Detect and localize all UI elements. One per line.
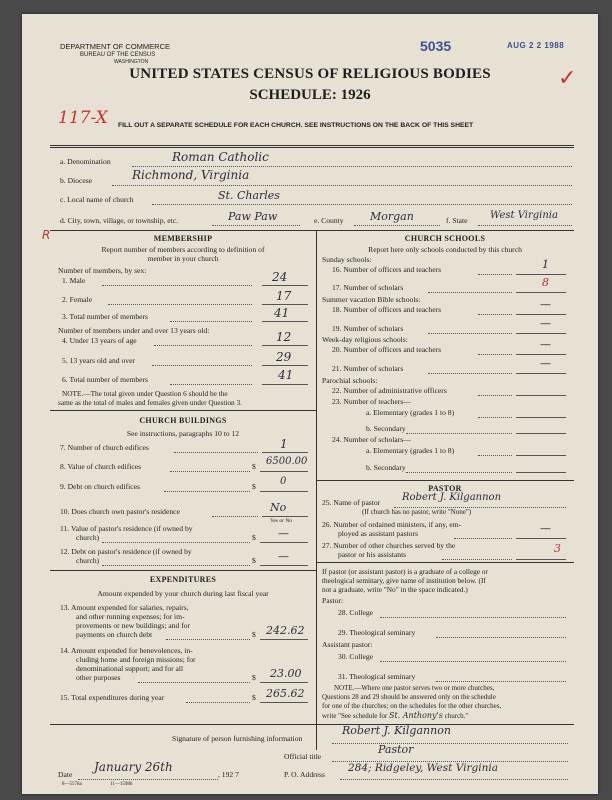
q24a-label: a. Elementary (grades 1 to 8) <box>366 446 455 455</box>
q14-label-a: 14. Amount expended for benevolences, in- <box>60 646 193 655</box>
stamp-date: AUG 2 2 1988 <box>507 41 565 50</box>
stamp-number: 5035 <box>420 38 452 54</box>
membership-heading: MEMBERSHIP <box>153 234 213 243</box>
yes-no-hint: Yes or No <box>270 518 293 524</box>
by-sex-label: Number of members, by sex: <box>58 266 147 275</box>
city-town-label: d. City, town, village, or township, etc. <box>60 216 179 225</box>
official-title-value: Pastor <box>378 743 414 756</box>
q1-label: 1. Male <box>62 276 86 285</box>
q10-label: 10. Does church own pastor's residence <box>60 507 180 516</box>
denomination-value: Roman Catholic <box>172 150 269 164</box>
note4-church-value: St. Anthony's <box>389 711 443 720</box>
local-name-value: St. Charles <box>218 189 280 202</box>
sunday-schools-label: Sunday schools: <box>322 255 372 264</box>
q14-label-d: other purposes <box>76 673 121 682</box>
q13-label-c: provements or new buildings; and for <box>76 621 191 630</box>
q4-answer: 12 <box>276 330 292 344</box>
q23a-label: a. Elementary (grades 1 to 8) <box>366 408 455 417</box>
diocese-value: Richmond, Virginia <box>132 168 250 182</box>
signature-label: Signature of person furnishing information <box>172 734 303 743</box>
q16-label: 16. Number of officers and teachers <box>332 265 442 274</box>
pastor-sub-label: Pastor: <box>322 596 344 605</box>
dollar-sign: $ <box>252 556 256 565</box>
form-number: 8—5578a <box>62 782 82 787</box>
q23b-label: b. Secondary <box>366 424 406 433</box>
summer-schools-label: Summer vacation Bible schools: <box>322 295 421 304</box>
q25-note: (If church has no pastor, write "None") <box>362 508 472 516</box>
county-value: Morgan <box>370 210 414 223</box>
q19-label: 19. Number of scholars <box>332 324 404 333</box>
q22-label: 22. Number of administrative officers <box>332 386 447 395</box>
q15-label: 15. Total expenditures during year <box>60 693 165 702</box>
red-r-mark: R <box>42 228 51 242</box>
q15-answer: 265.62 <box>266 687 305 700</box>
membership-note-2: same as the total of males and females given under Question 3. <box>58 398 242 407</box>
q18-answer: — <box>540 298 551 311</box>
q29-label: 29. Theological seminary <box>338 628 416 637</box>
q20-label: 20. Number of officers and teachers <box>332 345 442 354</box>
signature-value: Robert J. Kilgannon <box>342 724 451 737</box>
q11-label-b: church) <box>76 533 100 542</box>
parochial-schools-label: Parochial schools: <box>322 376 378 385</box>
q13-label-a: 13. Amount expended for salaries, repairs, <box>60 603 189 612</box>
q26-label-b: ployed as assistant pastors <box>338 529 418 538</box>
diocese-label: b. Diocese <box>60 176 93 185</box>
bureau-label: BUREAU OF THE CENSUS <box>80 52 156 58</box>
county-label: e. County <box>314 216 344 225</box>
q7-label: 7. Number of church edifices <box>60 443 149 452</box>
pastor-note-4 <box>322 711 468 720</box>
schools-intro: Report here only schools conducted by this church <box>368 245 522 254</box>
q9-label: 9. Debt on church edifices <box>60 482 140 491</box>
q14-answer: 23.00 <box>270 667 302 680</box>
membership-note-1: NOTE.—The total given under Question 6 should be the <box>62 389 228 398</box>
dollar-sign: $ <box>252 693 256 702</box>
document-title: UNITED STATES CENSUS OF RELIGIOUS BODIES <box>129 66 491 82</box>
q21-answer: — <box>540 357 551 370</box>
q12-label-b: church) <box>76 556 100 565</box>
q2-answer: 17 <box>276 289 292 303</box>
grad-note-1: If pastor (or assistant pastor) is a graduate of a college or <box>322 567 488 576</box>
q27-label-a: 27. Number of other churches served by the <box>322 541 456 550</box>
q3-answer: 41 <box>274 306 290 320</box>
q23-label: 23. Number of teachers— <box>332 397 411 406</box>
q1-answer: 24 <box>272 270 288 284</box>
q6-label: 6. Total number of members <box>62 375 149 384</box>
q17-label: 17. Number of scholars <box>332 283 404 292</box>
schedule-title: SCHEDULE: 1926 <box>249 87 371 103</box>
q16-answer: 1 <box>542 258 549 271</box>
state-value: West Virginia <box>490 210 558 221</box>
year-value: , 192 7 <box>218 770 239 779</box>
buildings-heading: CHURCH BUILDINGS <box>139 416 227 425</box>
local-name-label: c. Local name of church <box>60 195 134 204</box>
q25-answer: Robert J. Kilgannon <box>402 492 502 503</box>
pastor-heading: PASTOR <box>428 484 462 493</box>
q14-label-c: denominational support; and for all <box>76 664 184 673</box>
q24-label: 24. Number of scholars— <box>332 435 411 444</box>
q7-answer: 1 <box>280 437 288 451</box>
city-value: Paw Paw <box>228 210 278 223</box>
grad-note-2: theological seminary, give name of institution below. (If <box>322 576 486 585</box>
q28-label: 28. College <box>338 608 374 617</box>
red-handwritten-code: 117-X <box>58 108 108 128</box>
dollar-sign: $ <box>252 533 256 542</box>
denomination-label: a. Denomination <box>60 157 111 166</box>
buildings-see-note: See instructions, paragraphs 10 to 12 <box>126 429 240 438</box>
schools-heading: CHURCH SCHOOLS <box>404 234 486 243</box>
census-schedule-document <box>22 14 598 794</box>
expenditures-heading: EXPENDITURES <box>149 575 217 584</box>
department-label: DEPARTMENT OF COMMERCE <box>60 42 171 51</box>
q14-label-b: cluding home and foreign missions; for <box>76 655 196 664</box>
q5-answer: 29 <box>276 350 292 364</box>
q12-answer: — <box>278 550 289 563</box>
membership-intro-1: Report number of members according to definition of <box>101 245 265 254</box>
q11-label-a: 11. Value of pastor's residence (if owned by <box>60 524 193 533</box>
q13-label-b: and other running expenses; for im- <box>76 612 185 621</box>
q13-label-d: payments on church debt <box>76 630 153 639</box>
q27-answer: 3 <box>554 542 561 555</box>
q18-label: 18. Number of officers and teachers <box>332 305 442 314</box>
date-value: January 26th <box>94 760 173 774</box>
grad-note-3: not a graduate, write "No" in the space indicated.) <box>322 585 468 594</box>
q21-label: 21. Number of scholars <box>332 364 404 373</box>
q31-label: 31. Theological seminary <box>338 672 416 681</box>
red-check-mark-icon: ✓ <box>558 66 577 91</box>
q9-answer: 0 <box>280 476 287 487</box>
q8-label: 8. Value of church edifices <box>60 462 142 471</box>
instruction-line: FILL OUT A SEPARATE SCHEDULE FOR EACH CHURCH. SEE INSTRUCTIONS ON THE BACK OF THIS SHEET <box>118 122 474 129</box>
q6-answer: 41 <box>278 368 294 382</box>
q26-answer: — <box>540 522 551 535</box>
q2-label: 2. Female <box>62 295 92 304</box>
q19-answer: — <box>540 317 551 330</box>
membership-intro-2: member in your church <box>147 254 219 263</box>
dollar-sign: $ <box>252 630 256 639</box>
po-address-value: 284; Ridgeley, West Virginia <box>348 762 498 774</box>
form-number-2: 11—15986 <box>110 782 133 787</box>
note4-suffix: church." <box>444 712 469 720</box>
note4-prefix: write "See schedule for <box>322 712 388 720</box>
date-label: Date <box>58 770 73 779</box>
q17-answer: 8 <box>542 276 549 289</box>
q25-label: 25. Name of pastor <box>322 498 381 507</box>
q5-label: 5. 13 years old and over <box>62 356 135 365</box>
q27-label-b: pastor or his assistants <box>338 550 407 559</box>
q11-answer: — <box>278 527 289 540</box>
pastor-note-2: Questions 28 and 29 should be answered only on the schedule <box>322 693 496 701</box>
weekday-schools-label: Week-day religious schools: <box>322 335 408 344</box>
pastor-note-1: NOTE.—Where one pastor serves two or more churches, <box>334 684 495 692</box>
pastor-note-3: for one of the churches; on the schedules for the other churches, <box>322 702 502 710</box>
expenditures-intro: Amount expended by your church during last fiscal year <box>97 589 269 598</box>
q12-label-a: 12. Debt on pastor's residence (if owned by <box>60 547 192 556</box>
q13-answer: 242.62 <box>266 624 305 637</box>
q30-label: 30. College <box>338 652 374 661</box>
q3-label: 3. Total number of members <box>62 312 149 321</box>
q8-answer: 6500.00 <box>266 456 308 467</box>
q10-answer: No <box>270 501 287 514</box>
po-address-label: P. O. Address <box>284 770 325 779</box>
official-title-label: Official title <box>284 752 322 761</box>
dollar-sign: $ <box>252 462 256 471</box>
state-label: f. State <box>446 216 468 225</box>
q26-label-a: 26. Number of ordained ministers, if any, em- <box>322 520 462 529</box>
dollar-sign: $ <box>252 482 256 491</box>
q24b-label: b. Secondary <box>366 463 406 472</box>
dollar-sign: $ <box>252 673 256 682</box>
age-intro-label: Number of members under and over 13 years old: <box>58 326 210 335</box>
assistant-pastor-label: Assistant pastor: <box>322 640 373 649</box>
city-label: WASHINGTON <box>114 59 149 65</box>
q4-label: 4. Under 13 years of age <box>62 336 137 345</box>
q20-answer: — <box>540 338 551 351</box>
